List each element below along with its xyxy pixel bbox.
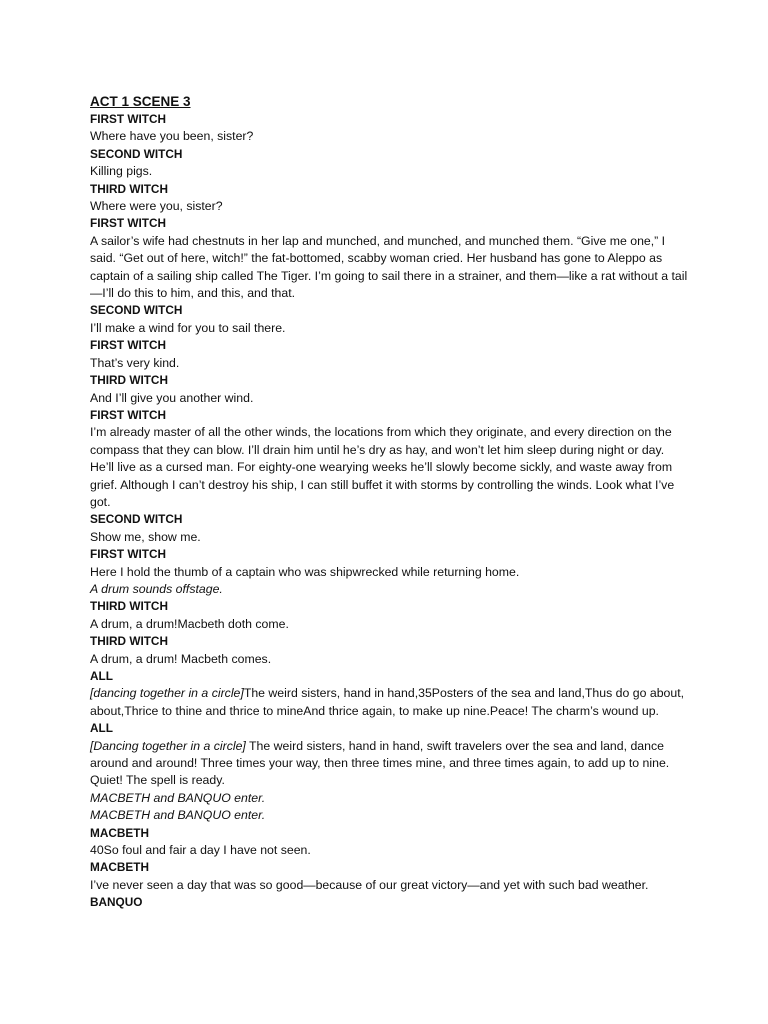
stage-direction: A drum sounds offstage. <box>90 581 223 596</box>
scene-title: ACT 1 SCENE 3 <box>90 94 191 109</box>
dialogue-line: I’ll make a wind for you to sail there. <box>90 320 286 335</box>
speaker-third-witch: THIRD WITCH <box>90 634 168 649</box>
speaker-first-witch: FIRST WITCH <box>90 216 167 231</box>
dialogue-line: 40So foul and fair a day I have not seen. <box>90 843 311 858</box>
speaker-first-witch: FIRST WITCH <box>90 407 167 422</box>
speaker-second-witch: SECOND WITCH <box>90 146 183 161</box>
dialogue-line: A drum, a drum!Macbeth doth come. <box>90 616 289 631</box>
dialogue-text: The weird sisters, hand in hand,35Posters of the sea and land,Thus do go about, about,Thrice to thine and thrice to mineAnd thrice again, to make up nine.Peace! The charm’s wound up. <box>90 686 685 718</box>
dialogue-line: I’ve never seen a day that was so good—because of our great victory—and yet with such bad weather. <box>90 877 649 892</box>
dialogue-text: The weird sisters, hand in hand, swift travelers over the sea and land, dance around and around! Three times your way, then three times mine, and three times again, to add up to nine. Quiet! The spell is ready. <box>90 738 670 788</box>
dialogue-line: Killing pigs. <box>90 164 153 179</box>
speaker-first-witch: FIRST WITCH <box>90 112 167 126</box>
stage-direction: MACBETH and BANQUO enter. <box>90 808 266 823</box>
speaker-banquo: BANQUO <box>90 895 143 910</box>
dialogue-line <box>90 685 690 720</box>
document-page <box>90 93 690 912</box>
dialogue-line: That’s very kind. <box>90 355 180 370</box>
speaker-macbeth: MACBETH <box>90 860 149 875</box>
dialogue-line: I’m already master of all the other winds, the locations from which they originate, and every direction on the compass that they can blow. I’ll drain him until he’s dry as hay, and won’t let him sleep during night or day. He’ll live as a cursed man. For eighty-one wearying weeks he’ll slowly become sickly, and waste away from grief. Although I can’t destroy his ship, I can still buffet it with storms by controlling the winds. Look what I’ve got. <box>90 425 675 509</box>
dialogue-line: Show me, show me. <box>90 529 201 544</box>
dialogue-line: And I’ll give you another wind. <box>90 390 254 405</box>
dialogue-line <box>90 738 690 790</box>
speaker-second-witch: SECOND WITCH <box>90 512 183 527</box>
stage-direction-inline: [dancing together in a circle] <box>90 686 244 701</box>
speaker-first-witch: FIRST WITCH <box>90 338 167 353</box>
speaker-third-witch: THIRD WITCH <box>90 599 168 614</box>
dialogue-line: A sailor’s wife had chestnuts in her lap and munched, and munched, and munched them. “Give me one,” I said. “Get out of here, witch!” the fat-bottomed, scabby woman cried. Her husband has gone to Aleppo as captain of a sailing ship called The Tiger. I’m going to sail there in a strainer, and them—like a rat without a tail—I’ll do this to him, and this, and that. <box>90 233 688 301</box>
dialogue-line: Here I hold the thumb of a captain who was shipwrecked while returning home. <box>90 564 520 579</box>
stage-direction-inline: [Dancing together in a circle] <box>90 738 246 753</box>
dialogue-line: Where were you, sister? <box>90 199 223 214</box>
speaker-second-witch: SECOND WITCH <box>90 303 183 318</box>
speaker-first-witch: FIRST WITCH <box>90 547 167 562</box>
speaker-third-witch: THIRD WITCH <box>90 181 168 196</box>
stage-direction: MACBETH and BANQUO enter. <box>90 790 266 805</box>
speaker-all: ALL <box>90 669 113 683</box>
speaker-macbeth: MACBETH <box>90 825 149 840</box>
dialogue-line: A drum, a drum! Macbeth comes. <box>90 651 272 666</box>
speaker-all: ALL <box>90 721 113 736</box>
speaker-third-witch: THIRD WITCH <box>90 373 168 388</box>
dialogue-line: Where have you been, sister? <box>90 129 254 144</box>
